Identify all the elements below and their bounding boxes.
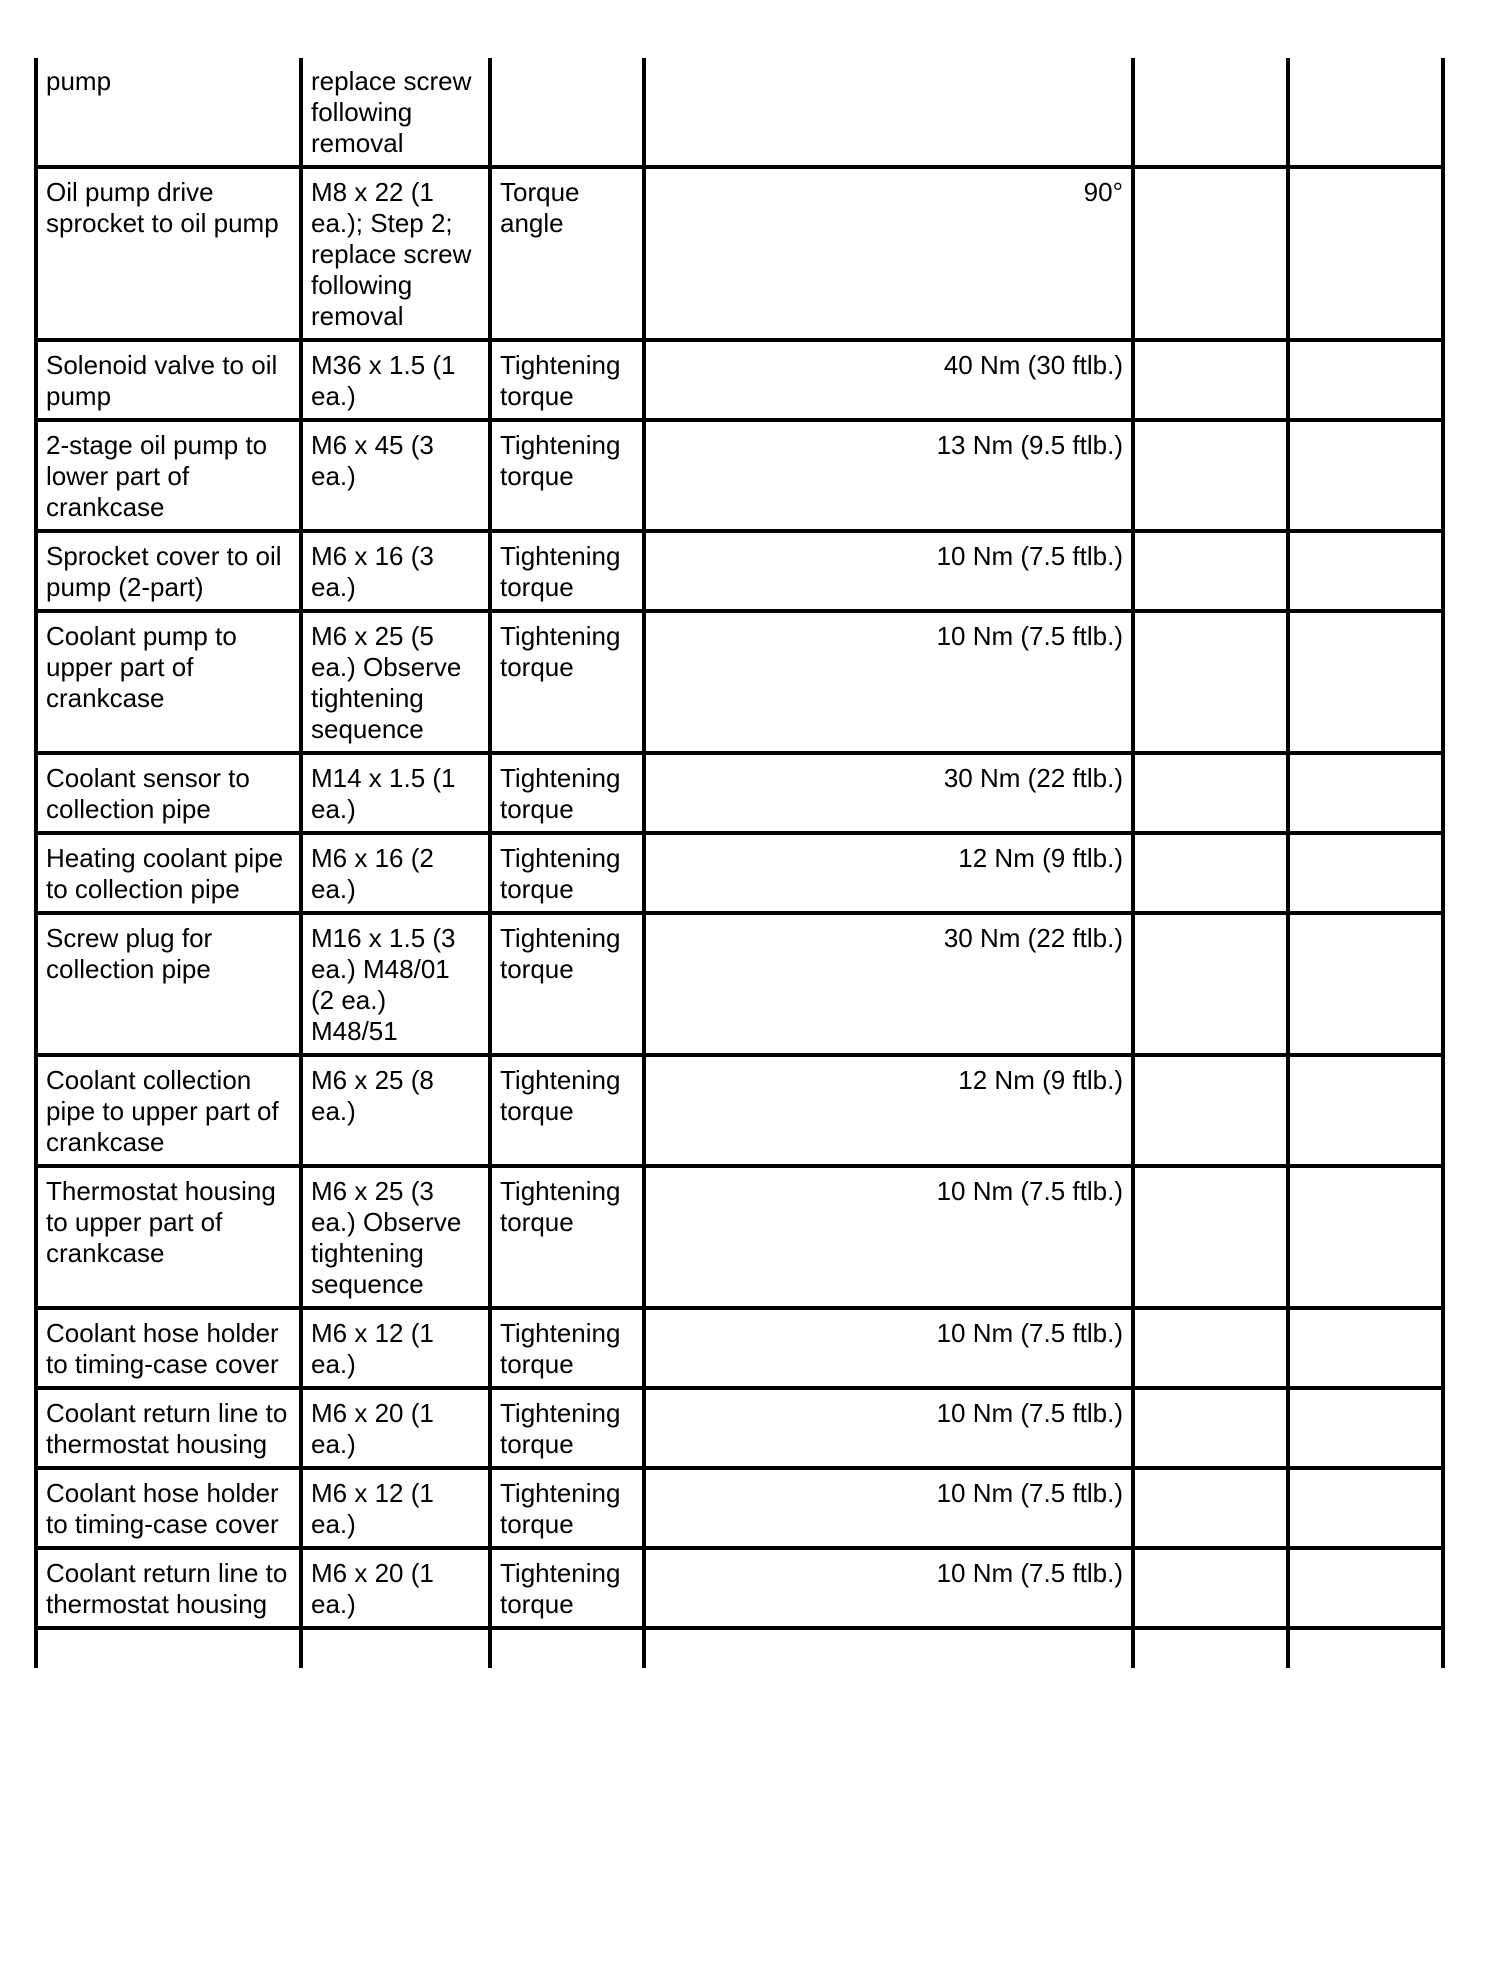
table-row bbox=[36, 1468, 1443, 1548]
table-row bbox=[36, 1308, 1443, 1388]
value-cell: 12 Nm (9 ftlb.) bbox=[644, 1055, 1133, 1166]
value-cell: 10 Nm (7.5 ftlb.) bbox=[644, 1166, 1133, 1308]
component-cell: Coolant return line to thermostat housing bbox=[36, 1548, 301, 1628]
fastener-cell: M6 x 25 (3 ea.) Observe tightening sequence bbox=[301, 1166, 490, 1308]
empty-cell bbox=[1133, 340, 1288, 420]
component-cell: Screw plug for collection pipe bbox=[36, 913, 301, 1055]
fastener-cell: replace screw following removal bbox=[301, 58, 490, 167]
empty-cell bbox=[1288, 1308, 1443, 1388]
value-cell: 30 Nm (22 ftlb.) bbox=[644, 753, 1133, 833]
value-cell: 30 Nm (22 ftlb.) bbox=[644, 913, 1133, 1055]
spec-type-cell: Tightening torque bbox=[490, 833, 644, 913]
empty-cell bbox=[1133, 420, 1288, 531]
empty-cell bbox=[1133, 611, 1288, 753]
empty-cell bbox=[1133, 1548, 1288, 1628]
component-cell: Thermostat housing to upper part of crankcase bbox=[36, 1166, 301, 1308]
spec-type-cell: Tightening torque bbox=[490, 340, 644, 420]
component-cell: Coolant hose holder to timing-case cover bbox=[36, 1468, 301, 1548]
empty-cell bbox=[1133, 531, 1288, 611]
spec-type-cell: Tightening torque bbox=[490, 913, 644, 1055]
fastener-cell: M6 x 16 (3 ea.) bbox=[301, 531, 490, 611]
table-row bbox=[36, 753, 1443, 833]
empty-cell bbox=[1288, 531, 1443, 611]
fastener-cell: M6 x 20 (1 ea.) bbox=[301, 1548, 490, 1628]
empty-cell bbox=[1133, 753, 1288, 833]
empty-cell bbox=[1288, 167, 1443, 340]
fastener-cell: M6 x 45 (3 ea.) bbox=[301, 420, 490, 531]
component-cell: Coolant collection pipe to upper part of crankcase bbox=[36, 1055, 301, 1166]
table-row bbox=[36, 340, 1443, 420]
fastener-cell: M6 x 25 (5 ea.) Observe tightening sequence bbox=[301, 611, 490, 753]
empty-cell bbox=[1288, 833, 1443, 913]
empty-cell bbox=[1288, 58, 1443, 167]
spec-type-cell: Tightening torque bbox=[490, 1055, 644, 1166]
empty-cell bbox=[644, 1628, 1133, 1668]
spec-type-cell bbox=[490, 58, 644, 167]
table-row bbox=[36, 58, 1443, 167]
fastener-cell: M6 x 12 (1 ea.) bbox=[301, 1308, 490, 1388]
component-cell: Coolant pump to upper part of crankcase bbox=[36, 611, 301, 753]
fastener-cell: M16 x 1.5 (3 ea.) M48/01 (2 ea.) M48/51 bbox=[301, 913, 490, 1055]
empty-cell bbox=[1133, 1628, 1288, 1668]
table-row bbox=[36, 1548, 1443, 1628]
empty-cell bbox=[1288, 1548, 1443, 1628]
component-cell: Solenoid valve to oil pump bbox=[36, 340, 301, 420]
value-cell: 10 Nm (7.5 ftlb.) bbox=[644, 1308, 1133, 1388]
spec-type-cell: Tightening torque bbox=[490, 1166, 644, 1308]
empty-cell bbox=[1133, 1166, 1288, 1308]
spec-type-cell: Tightening torque bbox=[490, 1468, 644, 1548]
component-cell: Heating coolant pipe to collection pipe bbox=[36, 833, 301, 913]
component-cell: Coolant return line to thermostat housing bbox=[36, 1388, 301, 1468]
fastener-cell: M8 x 22 (1 ea.); Step 2; replace screw following removal bbox=[301, 167, 490, 340]
spec-type-cell: Tightening torque bbox=[490, 1548, 644, 1628]
value-cell: 10 Nm (7.5 ftlb.) bbox=[644, 531, 1133, 611]
table-row bbox=[36, 1166, 1443, 1308]
table-row-continued bbox=[36, 1628, 1443, 1668]
spec-type-cell: Torque angle bbox=[490, 167, 644, 340]
empty-cell bbox=[1133, 833, 1288, 913]
empty-cell bbox=[1133, 1468, 1288, 1548]
empty-cell bbox=[1288, 753, 1443, 833]
empty-cell bbox=[1133, 1055, 1288, 1166]
value-cell: 12 Nm (9 ftlb.) bbox=[644, 833, 1133, 913]
value-cell: 90° bbox=[644, 167, 1133, 340]
component-cell: Oil pump drive sprocket to oil pump bbox=[36, 167, 301, 340]
empty-cell bbox=[36, 1628, 301, 1668]
value-cell: 40 Nm (30 ftlb.) bbox=[644, 340, 1133, 420]
empty-cell bbox=[1133, 1388, 1288, 1468]
empty-cell bbox=[490, 1628, 644, 1668]
value-cell: 10 Nm (7.5 ftlb.) bbox=[644, 1468, 1133, 1548]
empty-cell bbox=[1133, 167, 1288, 340]
spec-type-cell: Tightening torque bbox=[490, 420, 644, 531]
fastener-cell: M6 x 12 (1 ea.) bbox=[301, 1468, 490, 1548]
table-row bbox=[36, 420, 1443, 531]
empty-cell bbox=[301, 1628, 490, 1668]
empty-cell bbox=[1288, 1628, 1443, 1668]
component-cell: Coolant hose holder to timing-case cover bbox=[36, 1308, 301, 1388]
spec-type-cell: Tightening torque bbox=[490, 531, 644, 611]
component-cell: pump bbox=[36, 58, 301, 167]
spec-type-cell: Tightening torque bbox=[490, 1388, 644, 1468]
component-cell: 2-stage oil pump to lower part of crankcase bbox=[36, 420, 301, 531]
table-row bbox=[36, 531, 1443, 611]
table-row bbox=[36, 1388, 1443, 1468]
value-cell: 10 Nm (7.5 ftlb.) bbox=[644, 611, 1133, 753]
spec-type-cell: Tightening torque bbox=[490, 753, 644, 833]
torque-spec-table bbox=[34, 58, 1445, 1668]
fastener-cell: M36 x 1.5 (1 ea.) bbox=[301, 340, 490, 420]
value-cell: 10 Nm (7.5 ftlb.) bbox=[644, 1388, 1133, 1468]
fastener-cell: M6 x 20 (1 ea.) bbox=[301, 1388, 490, 1468]
component-cell: Sprocket cover to oil pump (2-part) bbox=[36, 531, 301, 611]
table-row bbox=[36, 611, 1443, 753]
empty-cell bbox=[1288, 913, 1443, 1055]
table-row bbox=[36, 833, 1443, 913]
empty-cell bbox=[1133, 913, 1288, 1055]
empty-cell bbox=[1133, 58, 1288, 167]
fastener-cell: M6 x 16 (2 ea.) bbox=[301, 833, 490, 913]
table-row bbox=[36, 167, 1443, 340]
spec-type-cell: Tightening torque bbox=[490, 611, 644, 753]
component-cell: Coolant sensor to collection pipe bbox=[36, 753, 301, 833]
empty-cell bbox=[1288, 1468, 1443, 1548]
empty-cell bbox=[1288, 1055, 1443, 1166]
empty-cell bbox=[1288, 1166, 1443, 1308]
empty-cell bbox=[1288, 420, 1443, 531]
empty-cell bbox=[1288, 611, 1443, 753]
empty-cell bbox=[1133, 1308, 1288, 1388]
empty-cell bbox=[1288, 1388, 1443, 1468]
value-cell: 13 Nm (9.5 ftlb.) bbox=[644, 420, 1133, 531]
fastener-cell: M6 x 25 (8 ea.) bbox=[301, 1055, 490, 1166]
value-cell bbox=[644, 58, 1133, 167]
fastener-cell: M14 x 1.5 (1 ea.) bbox=[301, 753, 490, 833]
value-cell: 10 Nm (7.5 ftlb.) bbox=[644, 1548, 1133, 1628]
table-row bbox=[36, 1055, 1443, 1166]
empty-cell bbox=[1288, 340, 1443, 420]
table-row bbox=[36, 913, 1443, 1055]
spec-type-cell: Tightening torque bbox=[490, 1308, 644, 1388]
